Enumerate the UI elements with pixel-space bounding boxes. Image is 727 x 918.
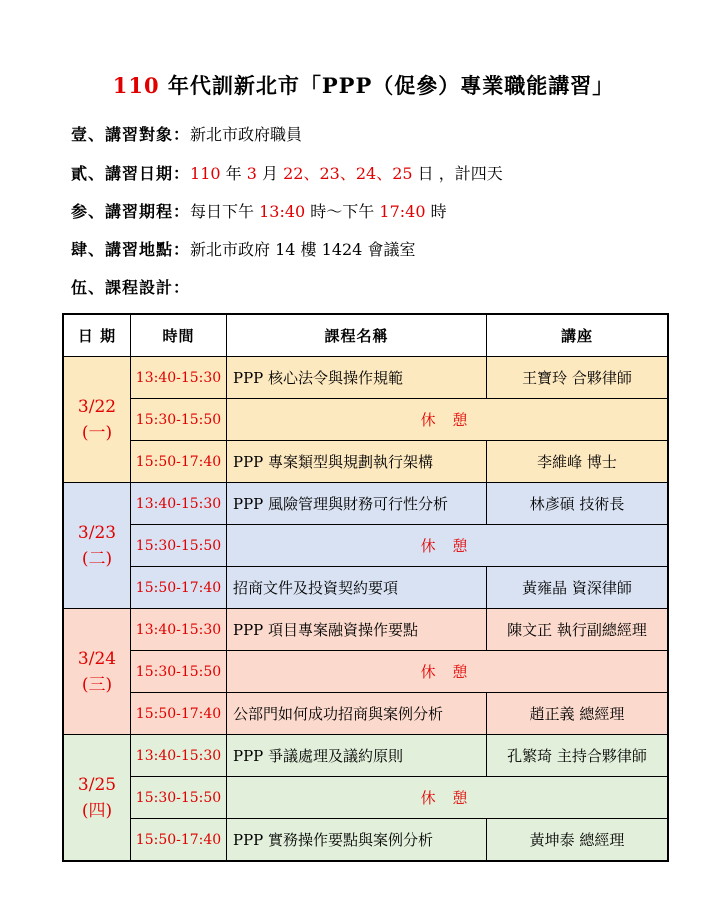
table-header-row <box>63 314 668 357</box>
table-row <box>63 399 668 441</box>
info-period-post: 時 <box>425 202 447 221</box>
header-teacher: 講座 <box>487 314 669 357</box>
info-target-label: 壹、講習對象： <box>71 125 191 144</box>
table-row <box>63 441 668 483</box>
session-time: 15:50-17:40 <box>131 567 227 609</box>
day-cell <box>63 735 131 862</box>
break-cell: 休 憩 <box>227 525 669 567</box>
session-time: 15:30-15:50 <box>131 651 227 693</box>
info-location <box>71 239 415 261</box>
session-time: 13:40-15:30 <box>131 609 227 651</box>
day-weekday: (三) <box>81 674 113 695</box>
title-year: 110 <box>112 73 160 98</box>
header-time: 時間 <box>131 314 227 357</box>
session-teacher: 黃雍晶 資深律師 <box>487 567 669 609</box>
header-date: 日 期 <box>63 314 131 357</box>
table-row <box>63 819 668 862</box>
session-course: PPP 專案類型與規劃執行架構 <box>227 441 487 483</box>
table-row <box>63 483 668 525</box>
table-row <box>63 651 668 693</box>
info-period-end: 17:40 <box>379 202 426 221</box>
session-time: 13:40-15:30 <box>131 735 227 777</box>
info-date-days: 22、23、24、25 <box>283 164 413 183</box>
info-date-year-unit: 年 <box>220 164 247 183</box>
title-text: 年代訓新北市「PPP（促參）專業職能講習」 <box>159 73 615 98</box>
table-row <box>63 567 668 609</box>
session-course: PPP 核心法令與操作規範 <box>227 357 487 399</box>
session-time: 15:50-17:40 <box>131 693 227 735</box>
page-title <box>0 70 727 100</box>
day-date: 3/22 <box>77 396 117 417</box>
session-course: PPP 風險管理與財務可行性分析 <box>227 483 487 525</box>
info-period <box>71 201 447 223</box>
session-teacher: 王寶玲 合夥律師 <box>487 357 669 399</box>
session-teacher: 林彥碩 技術長 <box>487 483 669 525</box>
session-teacher: 李維峰 博士 <box>487 441 669 483</box>
day-cell <box>63 357 131 483</box>
table-row <box>63 609 668 651</box>
info-date-year: 110 <box>190 164 221 183</box>
day-date: 3/23 <box>77 522 117 543</box>
info-period-label: 参、講習期程： <box>71 202 191 221</box>
info-design <box>71 277 190 299</box>
day-weekday: (二) <box>81 548 113 569</box>
session-course: PPP 項目專案融資操作要點 <box>227 609 487 651</box>
info-design-label: 伍、課程設計： <box>71 278 191 297</box>
info-date-day-unit: 日 ，計四天 <box>412 164 503 183</box>
schedule-table <box>62 313 669 862</box>
table-row <box>63 735 668 777</box>
session-course: 招商文件及投資契約要項 <box>227 567 487 609</box>
day-weekday: (四) <box>81 800 113 821</box>
break-cell: 休 憩 <box>227 777 669 819</box>
table-row <box>63 777 668 819</box>
info-period-start: 13:40 <box>259 202 306 221</box>
table-row <box>63 693 668 735</box>
session-time: 15:50-17:40 <box>131 819 227 862</box>
info-location-value: 新北市政府 14 樓 1424 會議室 <box>190 240 416 259</box>
session-course: 公部門如何成功招商與案例分析 <box>227 693 487 735</box>
header-course: 課程名稱 <box>227 314 487 357</box>
session-teacher: 趙正義 總經理 <box>487 693 669 735</box>
session-time: 13:40-15:30 <box>131 357 227 399</box>
session-teacher: 陳文正 執行副總經理 <box>487 609 669 651</box>
table-row <box>63 357 668 399</box>
day-date: 3/24 <box>77 648 117 669</box>
break-cell: 休 憩 <box>227 651 669 693</box>
info-date-month: 3 <box>246 164 257 183</box>
session-time: 15:30-15:50 <box>131 399 227 441</box>
day-weekday: (一) <box>81 422 113 443</box>
session-teacher: 孔繁琦 主持合夥律師 <box>487 735 669 777</box>
info-date <box>71 163 503 185</box>
session-time: 15:50-17:40 <box>131 441 227 483</box>
session-course: PPP 爭議處理及議約原則 <box>227 735 487 777</box>
info-period-mid: 時～下午 <box>305 202 380 221</box>
day-cell <box>63 609 131 735</box>
day-cell <box>63 483 131 609</box>
break-cell: 休 憩 <box>227 399 669 441</box>
info-target <box>71 124 302 146</box>
session-teacher: 黃坤泰 總經理 <box>487 819 669 862</box>
day-date: 3/25 <box>77 774 117 795</box>
session-time: 13:40-15:30 <box>131 483 227 525</box>
info-date-month-unit: 月 <box>256 164 284 183</box>
session-time: 15:30-15:50 <box>131 525 227 567</box>
info-location-label: 肆、講習地點： <box>71 240 191 259</box>
session-time: 15:30-15:50 <box>131 777 227 819</box>
info-period-pre: 每日下午 <box>190 202 260 221</box>
info-target-value: 新北市政府職員 <box>190 125 303 144</box>
info-date-label: 貳、講習日期： <box>71 164 191 183</box>
session-course: PPP 實務操作要點與案例分析 <box>227 819 487 862</box>
table-row <box>63 525 668 567</box>
